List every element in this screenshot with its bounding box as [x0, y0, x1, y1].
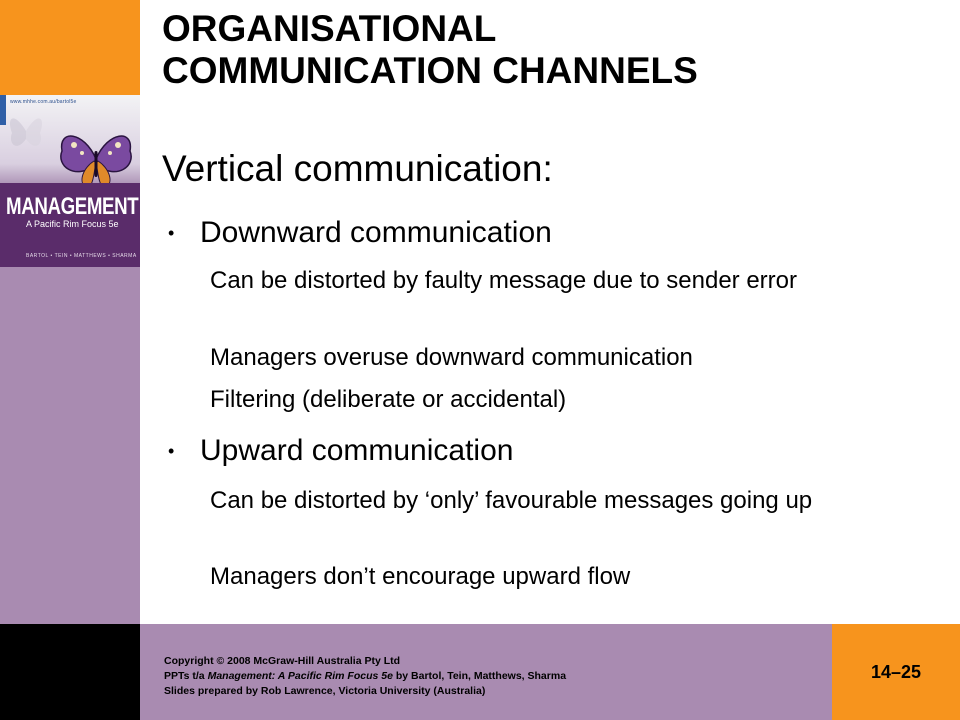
orange-corner-block — [0, 0, 140, 95]
sub-bullet-item: Can be distorted by ‘only’ favourable messages going up — [210, 487, 813, 514]
sub-bullet-item: Can be distorted by faulty message due to sender error — [210, 267, 797, 294]
footer-ppts-suffix: by Bartol, Tein, Matthews, Sharma — [392, 670, 567, 682]
bullet-dot: • — [168, 223, 175, 243]
page-number-box — [832, 624, 960, 720]
footer-credits — [164, 654, 566, 699]
slide-title — [162, 8, 698, 92]
footer-copyright: Copyright © 2008 McGraw-Hill Australia Pty Ltd — [164, 655, 401, 667]
pale-butterfly-icon — [6, 109, 46, 159]
cover-title: MANAGEMENT — [6, 193, 139, 220]
sub-bullet-item: Managers overuse downward communication — [210, 344, 693, 371]
slide-title-line-2: COMMUNICATION CHANNELS — [162, 50, 698, 91]
footer-ppts-line — [164, 669, 566, 684]
cover-url: www.mhhe.com.au/bartol5e — [10, 99, 77, 105]
cover-subtitle: A Pacific Rim Focus 5e — [26, 219, 119, 229]
footer-black-corner — [0, 624, 140, 720]
sub-bullet-item: Filtering (deliberate or accidental) — [210, 386, 567, 413]
footer-ppts-title: Management: A Pacific Rim Focus 5e — [207, 670, 393, 682]
sub-bullet-item: Managers don’t encourage upward flow — [210, 563, 631, 590]
footer-prepared-by: Slides prepared by Rob Lawrence, Victoria University (Australia) — [164, 685, 486, 697]
section-heading: Vertical communication: — [162, 148, 553, 189]
bullet-dot: • — [168, 441, 175, 461]
footer-bar — [140, 624, 832, 720]
footer-ppts-prefix: PPTs t/a — [164, 670, 208, 682]
bullet-label: Downward communication — [200, 216, 552, 249]
page-number: 14–25 — [870, 662, 922, 682]
book-cover-image — [0, 95, 140, 267]
cover-authors: BARTOL • TEIN • MATTHEWS • SHARMA — [26, 253, 137, 259]
slide-title-line-1: ORGANISATIONAL — [162, 8, 497, 49]
bullet-label: Upward communication — [200, 434, 514, 467]
